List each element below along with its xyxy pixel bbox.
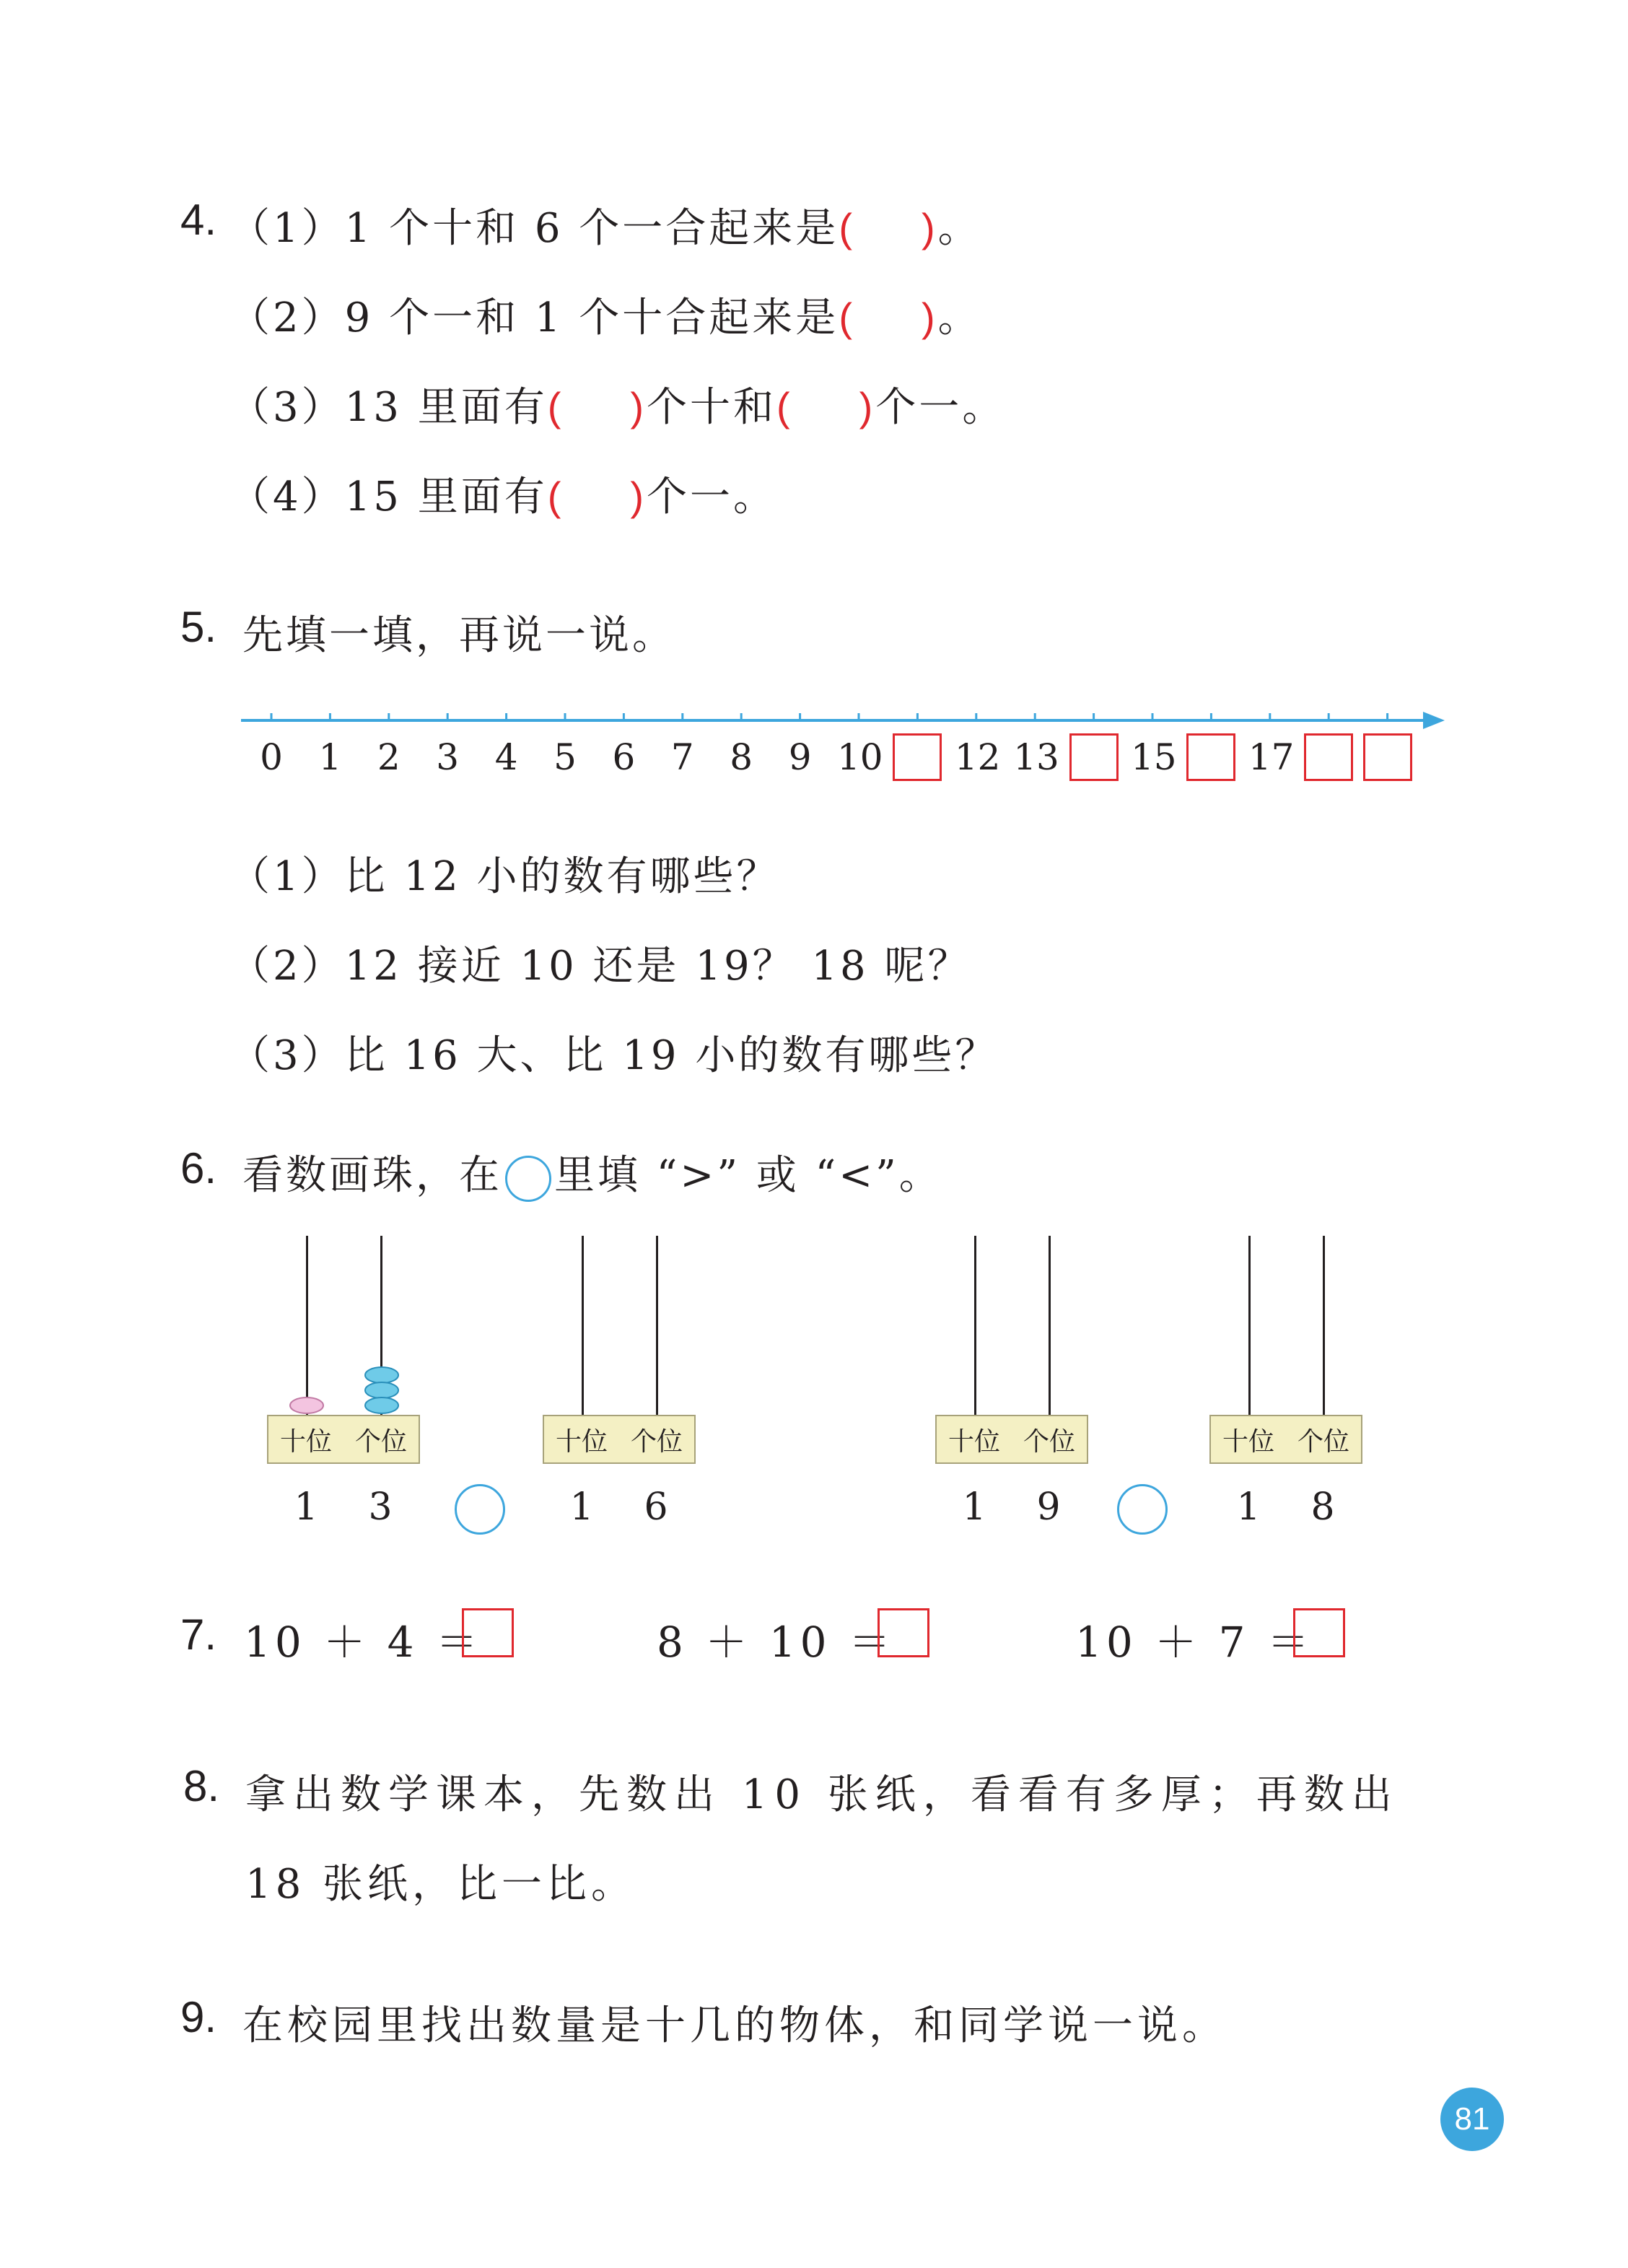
q5-question-3 [229, 1024, 998, 1081]
abacus-rod-tens [582, 1236, 584, 1419]
q8-line-2: 18 张纸，比一比。 [245, 1861, 636, 1908]
q4-item-2 [229, 286, 981, 344]
answer-paren-close: ) [630, 384, 647, 429]
abacus-digit-tens: 1 [1236, 1486, 1261, 1529]
abacus-base [935, 1415, 1088, 1464]
q4-item-text: 9 个一和 1 个十合起来是 [344, 295, 839, 341]
number-line-label: 5 [553, 736, 577, 778]
abacus-digit-ones: 9 [1036, 1486, 1061, 1529]
bead-ones [365, 1367, 398, 1383]
abacus-base [1209, 1415, 1362, 1464]
q5-question-1 [229, 845, 780, 902]
bead-tens [290, 1397, 323, 1413]
q5-question-label: （2） [229, 943, 345, 990]
circle-icon [505, 1156, 551, 1202]
q4-item-label: （2） [229, 295, 345, 341]
number-line-label: 10 [837, 736, 883, 778]
abacus-digit-tens: 1 [569, 1486, 594, 1529]
answer-paren-close: ) [921, 295, 938, 340]
place-ones-label: 个位 [1297, 1426, 1349, 1457]
compare-circle-1[interactable] [455, 1484, 505, 1535]
answer-paren-close: ) [859, 384, 876, 429]
number-line-label: 3 [436, 736, 460, 778]
number-line-label: 8 [730, 736, 753, 778]
answer-paren-close: ) [630, 474, 647, 519]
number-line-answer-box[interactable] [1186, 733, 1235, 781]
place-ones-label: 个位 [630, 1426, 683, 1457]
abacus-rod-tens [1248, 1236, 1251, 1419]
q4-item-text: 。 [937, 295, 981, 341]
number-line-label: 6 [612, 736, 636, 778]
q5-title: 先填一填，再说一说。 [242, 612, 675, 659]
q4-item-3 [229, 375, 1005, 433]
abacus-base [543, 1415, 696, 1464]
equation-1: 10 ＋ 4 ＝ [244, 1618, 483, 1667]
q4-item-1 [229, 196, 981, 254]
abacus-rod-ones [656, 1236, 658, 1419]
q5-question-2 [229, 934, 971, 992]
abacus-digit-ones: 8 [1310, 1486, 1335, 1529]
number-line-answer-box[interactable] [1363, 733, 1412, 781]
number-line-label: 17 [1248, 736, 1295, 778]
answer-box-2[interactable] [878, 1608, 929, 1657]
q5-question-label: （3） [229, 1032, 345, 1079]
number-line-label: 15 [1131, 736, 1177, 778]
bead-ones [365, 1382, 398, 1398]
number-line-answer-box[interactable] [1304, 733, 1353, 781]
q4-item-label: （1） [229, 205, 345, 252]
number-line-label: 7 [670, 736, 694, 778]
number-line-label: 13 [1013, 736, 1059, 778]
q5-question-text: 12 接近 10 还是 19？ 18 呢？ [344, 943, 971, 990]
abacus-digit-tens: 1 [962, 1486, 986, 1529]
q4-item-text: 个一。 [647, 474, 777, 520]
q4-item-label: （3） [229, 384, 345, 431]
place-ones-label: 个位 [1023, 1426, 1075, 1457]
place-tens-label: 十位 [1222, 1426, 1274, 1457]
q4-item-text: 。 [937, 205, 981, 252]
number-line-label: 2 [377, 736, 401, 778]
q4-item-text: 13 里面有 [344, 384, 548, 431]
bead-ones [365, 1397, 398, 1413]
q8-number: 8. [183, 1762, 220, 1810]
abacus-rod-ones [1049, 1236, 1051, 1419]
place-tens-label: 十位 [279, 1426, 332, 1457]
q7-number: 7. [180, 1610, 217, 1659]
number-line-label: 4 [494, 736, 518, 778]
number-line-label: 12 [954, 736, 1001, 778]
answer-paren-open: ( [776, 384, 793, 429]
q4-item-label: （4） [229, 474, 345, 520]
number-line [238, 707, 1450, 736]
abacus-digit-ones: 3 [368, 1486, 393, 1529]
q4-number: 4. [180, 196, 217, 244]
q5-question-label: （1） [229, 853, 345, 900]
q4-item-text: 1 个十和 6 个一合起来是 [344, 205, 839, 252]
answer-paren-open: ( [839, 295, 855, 340]
q4-item-text: 15 里面有 [344, 474, 548, 520]
abacus-rod-ones [1323, 1236, 1325, 1419]
q9-text: 在校园里找出数量是十几的物体，和同学说一说。 [242, 2002, 1227, 2049]
place-ones-label: 个位 [354, 1426, 407, 1457]
abacus-beads [286, 1364, 408, 1422]
number-line-answer-box[interactable] [893, 733, 942, 781]
q6-number: 6. [180, 1144, 217, 1192]
q6-title-text: 里填 “>” 或 “<”。 [554, 1152, 942, 1199]
answer-box-3[interactable] [1293, 1608, 1345, 1657]
q6-title [242, 1143, 942, 1202]
answer-paren-open: ( [547, 474, 564, 519]
arrow-right-icon [1423, 712, 1445, 729]
abacus-digit-ones: 6 [644, 1486, 668, 1529]
answer-paren-open: ( [547, 384, 564, 429]
q4-item-4 [229, 465, 776, 523]
number-line-label: 0 [260, 736, 283, 778]
number-line-label: 1 [318, 736, 342, 778]
q8-line-1: 拿出数学课本，先数出 10 张纸，看看有多厚；再数出 [245, 1771, 1399, 1818]
q6-title-text: 看数画珠，在 [242, 1152, 502, 1199]
q5-question-text: 比 12 小的数有哪些？ [344, 853, 780, 900]
place-tens-label: 十位 [948, 1426, 1000, 1457]
place-tens-label: 十位 [555, 1426, 608, 1457]
q4-item-text: 个十和 [647, 384, 777, 431]
q5-question-text: 比 16 大、比 19 小的数有哪些？ [344, 1032, 999, 1079]
answer-paren-open: ( [839, 205, 855, 250]
number-line-label: 9 [788, 736, 812, 778]
q4-item-text: 个一。 [875, 384, 1006, 431]
abacus-base [267, 1415, 420, 1464]
abacus-digit-tens: 1 [294, 1486, 318, 1529]
answer-paren-close: ) [921, 205, 938, 250]
q5-number: 5. [180, 603, 217, 651]
equation-2: 8 ＋ 10 ＝ [657, 1618, 896, 1667]
number-line-answer-box[interactable] [1069, 733, 1119, 781]
answer-box-1[interactable] [462, 1608, 514, 1657]
q9-number: 9. [180, 1993, 217, 2041]
page-number: 81 [1440, 2088, 1504, 2151]
compare-circle-2[interactable] [1117, 1484, 1168, 1535]
abacus-rod-tens [974, 1236, 976, 1419]
equation-3: 10 ＋ 7 ＝ [1075, 1618, 1314, 1667]
